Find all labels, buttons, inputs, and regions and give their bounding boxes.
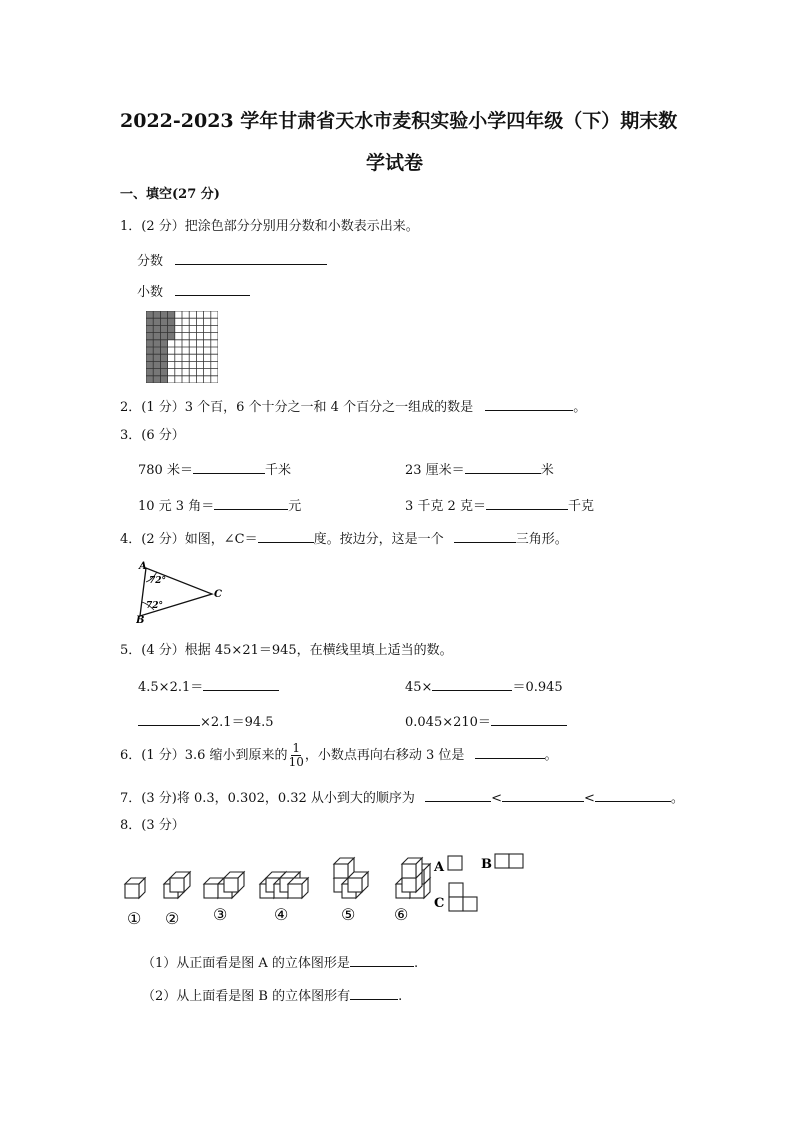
q5-item-a [138,677,279,696]
q3-b-left: 23 厘米＝ [405,463,465,478]
q5-a-text: 4.5×2.1＝ [138,680,204,695]
q4-type-blank[interactable] [454,529,516,543]
view-b-square-1 [495,854,509,868]
q8-sub-1-text: （1）从正面看是图 A 的立体图形是 [142,956,350,971]
decimal-label: 小数 [137,285,164,300]
q5-a-blank[interactable] [203,677,279,691]
q5-b-right: ＝0.945 [512,680,563,695]
angle-a-label: 72° [149,576,167,586]
question-2 [120,397,586,416]
q6-text-a: 6．(1 分）3.6 缩小到原来的 [120,748,288,763]
decimal-answer-blank[interactable] [175,282,250,296]
q3-d-left: 3 千克 2 克＝ [405,499,486,514]
q8-sub-2 [142,986,402,1005]
fraction-answer-blank[interactable] [175,251,327,265]
q8-sub-1-blank[interactable] [350,953,414,967]
q4-angle-blank[interactable] [258,529,314,543]
q3-a-blank[interactable] [193,460,265,474]
q8-sub-2-text: （2）从上面看是图 B 的立体图形有 [142,989,351,1004]
question-3-text: 3．(6 分） [120,428,185,443]
q3-c-left: 10 元 3 角＝ [138,499,215,514]
view-a-square [448,856,462,870]
q3-item-c [138,496,301,515]
q5-item-d [405,712,567,731]
fraction-one-tenth [289,742,304,769]
figure-label-5: ⑤ [341,905,356,924]
question-2-blank[interactable] [485,397,573,411]
view-c-square-1 [449,883,463,897]
q5-c-right: ×2.1＝94.5 [200,715,274,730]
q7-blank-3[interactable] [595,788,671,802]
question-7 [120,788,684,807]
q3-d-unit: 千克 [567,499,594,514]
fraction-denominator: 10 [288,755,304,769]
question-4 [120,529,568,548]
figure-label-6: ⑥ [394,905,409,924]
view-a-label: A [434,860,445,875]
figure-label-1: ① [127,909,142,928]
view-b-square-2 [509,854,523,868]
triangle-figure [136,560,226,624]
decimal-row [137,282,250,301]
question-2-end: 。 [573,400,587,415]
q3-item-a [138,460,291,479]
shaded-grid-figure [146,311,218,383]
question-6 [120,742,558,769]
view-c-square-2 [449,897,463,911]
fraction-row [137,251,327,270]
q8-sub-1 [142,953,418,972]
q4-text-a: 4．(2 分）如图，∠C＝ [120,532,258,547]
view-b-label: B [481,857,492,872]
page-title-line1: 2022-2023 学年甘肃省天水市麦积实验小学四年级（下）期末数 [120,110,678,132]
q6-blank[interactable] [475,745,545,759]
question-2-text: 2．(1 分）3 个百，6 个十分之一和 4 个百分之一组成的数是 [120,400,474,415]
q7-blank-1[interactable] [425,788,491,802]
q3-item-d [405,496,594,515]
q7-blank-2[interactable] [502,788,584,802]
view-c-label: C [434,896,445,911]
q3-a-unit: 千米 [264,463,291,478]
section-heading: 一、填空(27 分) [120,187,220,202]
q5-item-b [405,677,563,696]
cube-figures [118,850,538,932]
q5-d-blank[interactable] [491,712,567,726]
q8-sub-2-blank[interactable] [350,986,398,1000]
q3-a-left: 780 米＝ [138,463,193,478]
figure-label-3: ③ [213,905,228,924]
q8-sub-2-end: . [398,989,403,1004]
figure-label-4: ④ [274,905,289,924]
q5-b-left: 45× [405,680,433,695]
page-title-line2: 学试卷 [366,152,424,174]
q5-item-c [138,712,274,731]
q5-d-text: 0.045×210＝ [405,715,491,730]
view-c-square-3 [463,897,477,911]
figure-label-2: ② [165,909,180,928]
q5-b-blank[interactable] [432,677,512,691]
q6-end: 。 [544,748,558,763]
vertex-c-label: C [214,589,222,600]
question-1-text: 1．(2 分）把涂色部分分别用分数和小数表示出来。 [120,219,419,234]
q7-less-than-1: < [491,791,502,806]
q3-d-blank[interactable] [486,496,568,510]
q3-b-unit: 米 [540,463,554,478]
q5-c-blank[interactable] [138,712,200,726]
q7-less-than-2: < [583,791,595,806]
question-5-text: 5．(4 分）根据 45×21＝945，在横线里填上适当的数。 [120,643,453,658]
q4-text-b: 度。按边分，这是一个 [313,532,444,547]
q7-end: 。 [670,791,684,806]
fraction-label: 分数 [137,254,164,269]
angle-b-label: 72° [146,601,164,611]
q3-c-blank[interactable] [214,496,288,510]
q3-c-unit: 元 [288,499,302,514]
question-8-text: 8．(3 分） [120,818,185,833]
q8-sub-1-end: . [413,956,419,971]
q3-b-blank[interactable] [465,460,541,474]
fraction-numerator: 1 [292,741,301,755]
q6-text-b: ，小数点再向右移动 3 位是 [304,748,465,763]
vertex-a-label: A [139,561,147,572]
q3-item-b [405,460,554,479]
q4-text-c: 三角形。 [515,532,568,547]
vertex-b-label: B [136,615,145,624]
q7-text: 7．(3 分)将 0.3，0.302，0.32 从小到大的顺序为 [120,791,415,806]
